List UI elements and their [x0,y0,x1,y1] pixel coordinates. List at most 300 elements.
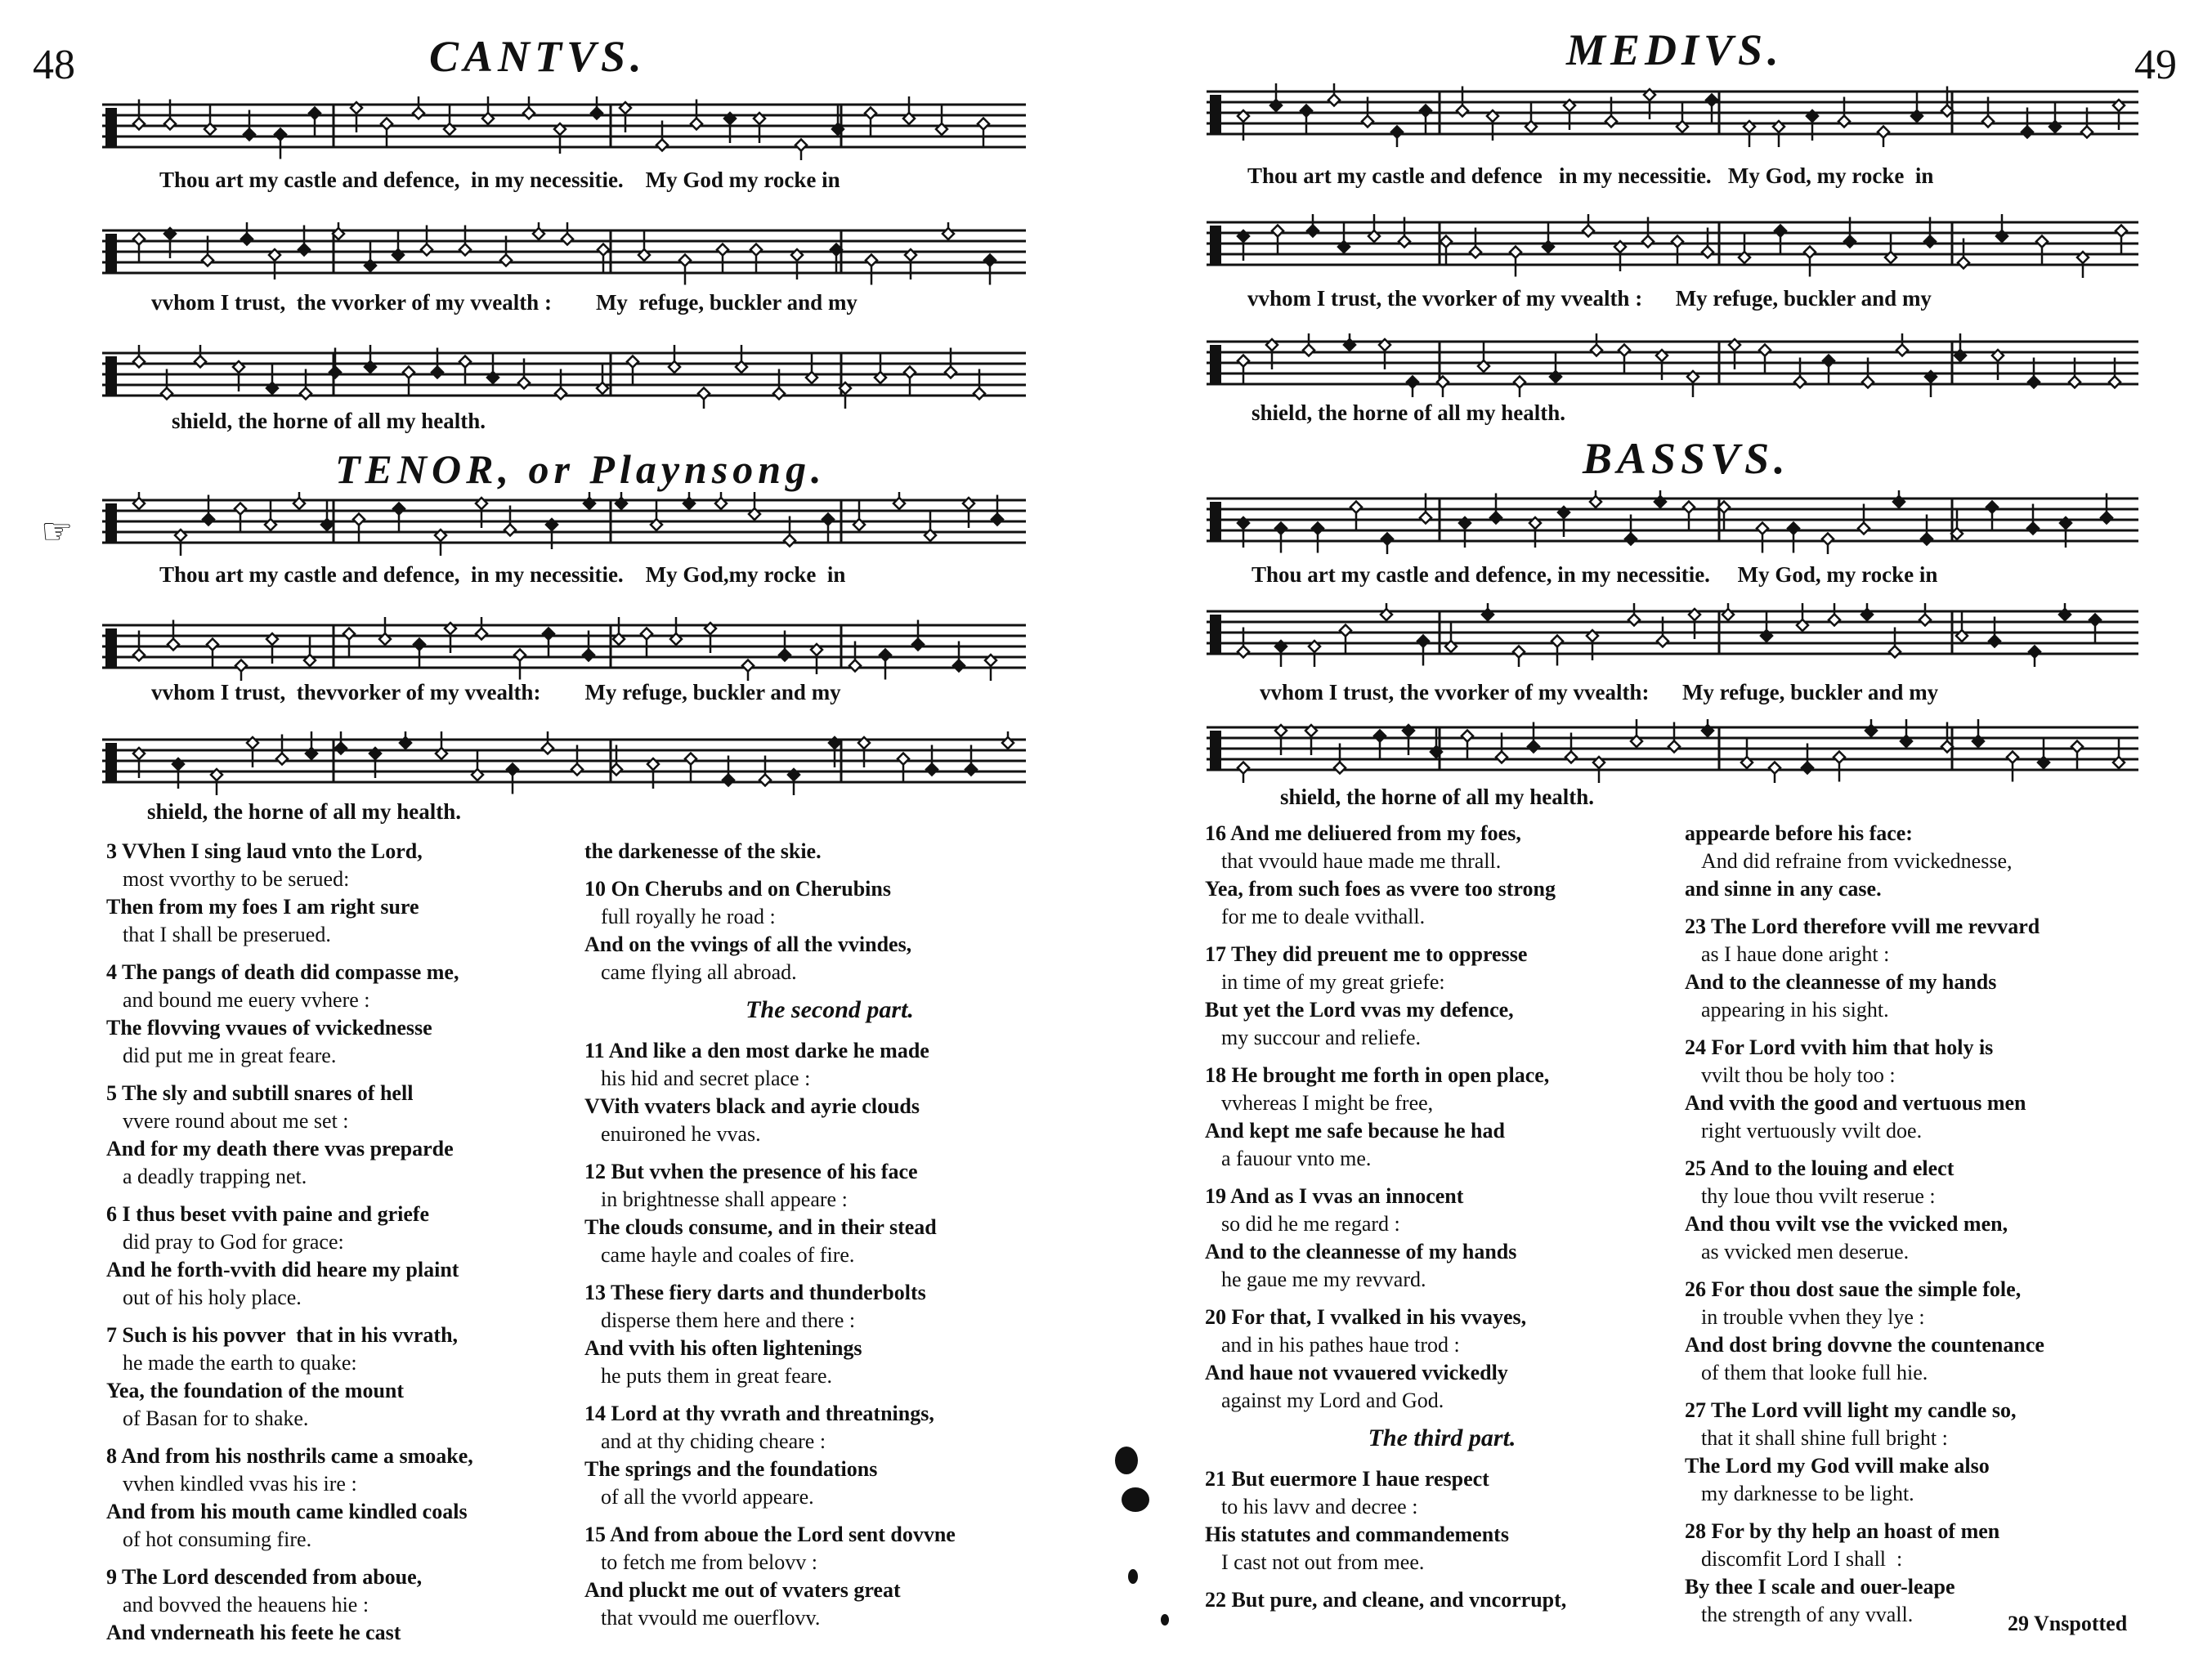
tenor-lyric-3: shield, the horne of all my health. [147,799,462,824]
note-mark [1381,534,1393,555]
verse-line: 19 And as I vvas an innocent [1205,1184,1464,1208]
verse [1685,1397,2175,1508]
bassus-heading: BASSVS. [1583,434,1790,483]
note-mark [1482,603,1493,620]
note-mark [1552,636,1563,666]
verse-line: 3 VVhen I sing laud vnto the Lord, [106,839,423,863]
verse-line: he puts them in great feare. [601,1364,832,1388]
medius-staff-1 [1207,83,2138,147]
note-mark [638,230,650,261]
staff-lines [1207,214,2138,278]
note-mark [403,367,414,397]
verse-line: Yea, the foundation of the mount [106,1379,405,1402]
staff-lines [1207,83,2138,147]
note-mark [1303,333,1314,356]
verse-line: out of his holy place. [123,1286,302,1309]
note-mark [669,345,680,373]
note-mark [1002,731,1014,749]
note-mark [627,356,638,387]
verse [1205,820,1679,931]
note-mark [679,255,691,285]
note-mark [866,255,877,285]
verse-line: my darknesse to be light. [1701,1482,1914,1505]
note-mark [392,230,404,261]
verse-line: the strength of any vvall. [1701,1603,1914,1626]
bassus-staff-2 [1207,603,2138,667]
verse-line: 20 For that, I vvalked in his vvayes, [1205,1305,1527,1329]
note-mark [641,628,652,659]
verse-line: The Lord my God vvill make also [1685,1454,1990,1478]
verse-line: 9 The Lord descended from aboue, [106,1565,423,1589]
note-mark [1238,230,1249,261]
verse-line: 22 But pure, and cleane, and vncorrupt, [1205,1588,1567,1612]
verse-line: that vvould haue made me thrall. [1221,849,1502,873]
verse [584,1521,1075,1632]
verse-line: in trouble vvhen they lye : [1701,1305,1925,1329]
verse-line: came flying all abroad. [601,960,797,984]
note-mark [1807,110,1818,141]
note-mark [365,345,376,373]
cantus-staff-3 [102,345,1026,409]
verse-line: 16 And me deliuered from my foes, [1205,821,1521,845]
note-mark [875,353,886,383]
verse-line: 10 On Cherubs and on Cherubins [584,877,891,901]
note-mark [235,503,246,534]
note-mark [472,750,483,780]
note-mark [1420,105,1431,136]
verse-line: 6 I thus beset vvith paine and griefe [106,1202,430,1226]
verse-line: And dost bring dovvne the countenance [1685,1333,2044,1357]
verse-line: And vnderneath his feete he cast [106,1621,401,1644]
note-mark [1590,490,1601,508]
note-mark [2059,603,2071,620]
note-mark [1955,333,1966,361]
note-mark [1741,738,1753,768]
note-mark [381,119,392,149]
note-mark [482,96,494,124]
note-mark [1804,247,1816,277]
verse [1205,1183,1679,1294]
note-mark [1379,339,1390,369]
note-mark [1722,603,1734,620]
note-mark [613,617,625,645]
verse [106,1563,580,1647]
verse-line: appearing in his sight. [1701,998,1889,1022]
bassus-staff-3 [1207,719,2138,783]
note-mark [365,241,376,271]
note-mark [1529,517,1541,548]
note-mark [1344,333,1355,351]
note-mark [1644,89,1655,119]
verse-line: my succour and reliefe. [1221,1026,1422,1049]
note-mark [736,345,747,373]
note-mark [2049,102,2061,132]
verse [106,1321,580,1433]
note-mark [476,617,487,640]
verse-line: and in his pathes haue trod : [1221,1333,1460,1357]
verse [106,838,580,949]
note-mark [266,364,278,394]
note-mark [685,754,696,784]
note-mark [1381,603,1392,620]
note-mark [507,764,518,794]
staff-lines [102,345,1026,409]
note-mark [133,492,145,509]
verse-line: The clouds consume, and in their stead [584,1215,937,1239]
note-mark [1878,127,1889,148]
note-mark [1583,214,1594,237]
verse-line: The springs and the foundations [584,1457,878,1481]
note-mark [413,96,424,119]
note-mark [904,367,916,397]
left-page [0,0,1104,1677]
note-mark [533,222,544,239]
verse-line: of them that looke full hie. [1701,1361,1928,1384]
tenor-staff-1 [102,492,1026,556]
note-mark [749,492,760,520]
note-mark [651,500,662,530]
note-mark [562,222,573,245]
note-mark [1513,646,1525,668]
verses-left-col2 [584,838,1075,1642]
verse [1205,1062,1679,1173]
note-mark [936,105,947,135]
medius-lyric-3: shield, the horne of all my health. [1252,400,1566,425]
note-mark [1829,603,1840,626]
right-page [1108,0,2212,1677]
staff-lines [1207,333,2138,397]
note-mark [865,108,876,138]
verse [584,1279,1075,1390]
note-mark [172,758,184,789]
note-mark [1896,333,1908,356]
note-mark [1564,100,1575,130]
verse-line: discomfit Lord I shall : [1701,1547,1903,1571]
note-mark [1672,236,1683,266]
note-mark [1677,102,1688,132]
note-mark [1919,603,1931,626]
note-mark [1986,502,1998,532]
verse-line: 27 The Lord vvill light my candle so, [1685,1398,2017,1422]
note-mark [266,633,278,664]
note-mark [269,249,280,280]
note-mark [806,353,817,383]
note-mark [321,500,333,530]
verse-line: vvere round about me set : [123,1109,349,1133]
note-mark [275,129,286,159]
verse-line: 14 Lord at thy vvrath and threatnings, [584,1402,934,1425]
tenor-staff-2 [102,617,1026,681]
note-mark [1861,603,1873,620]
note-mark [335,731,347,754]
verse-line: for me to deale vvithall. [1221,905,1426,928]
note-mark [393,503,405,534]
note-mark [542,731,553,754]
note-mark [742,660,754,682]
verse-line: he gaue me my revvard. [1221,1268,1426,1291]
part-heading: The third part. [1368,1424,1516,1451]
note-mark [925,511,936,541]
note-mark [1655,490,1666,508]
verse-line: thy loue thou vvilt reserue : [1701,1184,1936,1208]
page-number-right: 49 [2134,42,2177,88]
staff-lines [102,96,1026,160]
verse-line: in time of my great griefe: [1221,970,1445,994]
verse-line: vvhen kindled vvas his ire : [123,1472,357,1496]
note-mark [164,228,176,258]
note-mark [133,234,145,264]
verse-line: 5 The sly and subtill snares of hell [106,1081,414,1105]
note-mark [304,636,316,666]
note-mark [207,639,218,669]
verse-line: vvhereas I might be free, [1221,1091,1434,1115]
verse-line: as vvicked men deserue. [1701,1240,1910,1263]
note-mark [2089,615,2101,645]
verse-line: and at thy chiding cheare : [601,1429,826,1453]
note-mark [616,492,627,509]
note-mark [2116,226,2127,256]
note-mark [1702,719,1713,736]
note-mark [1391,127,1403,148]
note-mark [353,514,365,544]
note-mark [543,628,554,659]
verse-line: 25 And to the louing and elect [1685,1156,1955,1180]
verse-line: Then from my foes I am right sure [106,895,419,919]
verse [1685,1276,2175,1387]
note-mark [1525,102,1537,132]
cantus-heading: CANTVS. [429,32,647,81]
note-mark [2038,738,2049,768]
verse-line: against my Lord and God. [1221,1389,1444,1412]
note-mark [1757,523,1768,553]
note-mark [1510,247,1521,277]
verse-line: as I haue done aright : [1701,942,1890,966]
note-mark [1996,214,2008,242]
note-mark [1312,523,1323,553]
verse [584,1158,1075,1269]
verse [1205,1304,1679,1415]
note-mark [1628,603,1640,626]
verse-line: came hayle and coales of fire. [601,1243,855,1267]
note-mark [978,119,989,149]
note-mark [133,345,145,368]
note-mark [309,108,320,138]
note-mark [1759,345,1771,375]
staff-lines [1207,603,2138,667]
verse-line: 13 These fiery darts and thunderbolts [584,1281,926,1304]
staff-lines [102,731,1026,795]
verse [106,959,580,1070]
staff-lines [102,617,1026,681]
note-mark [1514,377,1525,398]
verse-line: vvilt thou be holy too : [1701,1063,1896,1087]
note-mark [647,758,659,789]
note-mark [717,244,728,275]
note-mark [414,639,425,669]
note-mark [351,102,362,132]
verse-line: And to the cleannesse of my hands [1685,970,1997,994]
note-mark [1417,636,1429,666]
tenor-heading: TENOR, or Playnsong. [335,446,826,492]
bassus-lyric-1: Thou art my castle and defence, in my necessitie. My God, my rocke in [1252,562,1938,587]
verse-line: in brightnesse shall appeare : [601,1187,848,1211]
verses-right-col2 [1685,820,2175,1639]
note-mark [2071,741,2083,771]
note-mark [400,731,411,749]
note-mark [1238,356,1249,386]
verse-line: By thee I scale and ouer-leape [1685,1575,1955,1599]
medius-heading: MEDIVS. [1566,25,1784,74]
verse-line: I cast not out from mee. [1221,1550,1425,1574]
note-mark [476,498,487,528]
note-mark [598,244,609,275]
verse-line: 4 The pangs of death did compasse me, [106,960,459,984]
verse-line: And to the cleannesse of my hands [1205,1240,1517,1263]
note-mark [724,113,736,143]
verse-line: And for my death there vvas preparde [106,1137,454,1160]
note-mark [1374,731,1386,761]
staff-lines [1207,490,2138,554]
verse-line: 8 And from his nosthrils came a smoake, [106,1444,473,1468]
verse-line: a deadly trapping net. [123,1165,307,1188]
verse-line: 23 The Lord therefore vvill me revvard [1685,915,2040,938]
note-mark [265,500,276,530]
note-mark [754,113,765,143]
note-mark [1459,517,1471,548]
verse-line: enuironed he vvas. [601,1122,761,1146]
verse [1685,1034,2175,1145]
verse-line: And on the vvings of all the vvindes, [584,932,912,956]
verse-line: that I shall be preserued. [123,923,331,946]
verse-line: a fauour vnto me. [1221,1147,1372,1170]
medius-lyric-2: vvhom I trust, the vvorker of my vvealth : My refuge, buckler and my [1247,286,1932,311]
note-mark [1729,339,1740,369]
verse-line: full royally he road : [601,905,776,928]
note-mark [683,492,695,509]
staff-lines [1207,719,2138,783]
note-mark [1992,350,2004,380]
verse-line: 12 But vvhen the presence of his face [584,1160,918,1183]
note-mark [1445,622,1457,652]
note-mark [1631,719,1642,747]
note-mark [1769,762,1780,784]
verse-line: the darkenesse of the skie. [584,839,822,863]
note-mark [1911,92,1923,122]
verse-line: 11 And like a den most darke he made [584,1039,929,1062]
note-mark [584,492,595,509]
staff-lines [102,492,1026,556]
note-mark [1885,233,1896,263]
verse-line: And kept me safe because he had [1205,1119,1505,1143]
note-mark [235,660,247,682]
medius-staff-3 [1207,333,2138,397]
verse-line: so did he me regard : [1221,1212,1400,1236]
note-mark [591,96,602,119]
part-heading: The second part. [746,996,914,1023]
note-mark [204,105,216,135]
note-mark [705,623,716,653]
verse-line: And haue not vvauered vvickedly [1205,1361,1508,1384]
note-mark [1238,110,1249,141]
note-mark [984,255,996,285]
note-mark [343,628,355,659]
note-mark [1407,377,1418,398]
verse [1205,1586,1679,1614]
note-mark [1587,630,1598,660]
verse [584,1037,1075,1148]
note-mark [853,500,865,530]
note-mark [445,623,456,653]
verse [1685,913,2175,1024]
note-mark [306,731,317,759]
note-mark [1275,725,1287,755]
verse-line: to fetch me from belovv : [601,1550,817,1574]
note-mark [1865,719,1877,736]
note-mark [459,356,471,387]
verse [1205,941,1679,1052]
note-mark [791,249,803,280]
cantus-lyric-3: shield, the horne of all my health. [172,409,486,433]
verse-line: to his lavv and decree : [1221,1495,1418,1518]
ink-blot [1128,1569,1138,1584]
verse-line: 18 He brought me forth in open place, [1205,1063,1550,1087]
bassus-lyric-2: vvhom I trust, the vvorker of my vvealth: My refuge, buckler and my [1260,680,1939,704]
cantus-lyric-2: vvhom I trust, the vvorker of my vvealth : My refuge, buckler and my [151,290,857,315]
verse-line: and bound me euery vvhere : [123,988,370,1012]
verse-line: of hot consuming fire. [123,1527,312,1551]
verse-line: disperse them here and there : [601,1308,856,1332]
ink-blot [1115,1447,1138,1474]
note-mark [554,123,566,154]
note-mark [247,737,258,767]
verse [584,875,1075,986]
note-mark [546,519,557,549]
verse-line: And he forth-vvith did heare my plaint [106,1258,459,1281]
note-mark [1972,719,1984,747]
note-mark [444,105,455,135]
note-mark [241,222,253,245]
verse-line: right vertuously vvilt doe. [1701,1119,1923,1143]
verse-line: His statutes and commandements [1205,1523,1509,1546]
medius-staff-2 [1207,214,2138,278]
note-mark [514,650,526,680]
verse-line: And pluckt me out of vvaters great [584,1578,901,1602]
note-mark [1823,356,1834,386]
note-mark [379,617,391,645]
note-mark [1550,352,1561,382]
verse-line: And did refraine from vvickednesse, [1701,849,2013,873]
note-mark [1238,762,1249,784]
verse-line: appearde before his face: [1685,821,1913,845]
note-mark [963,498,974,528]
note-mark [487,353,499,383]
note-mark [905,249,916,280]
note-mark [1340,625,1351,655]
note-mark [133,748,145,778]
note-mark [670,617,682,645]
note-mark [1440,236,1452,266]
note-mark [1834,752,1845,782]
note-mark [1338,222,1350,253]
verse-line: 28 For by thy help an hoast of men [1685,1519,2000,1543]
medius-lyric-1: Thou art my castle and defence in my necessitie. My God, my rocke in [1247,163,1934,188]
note-mark [1761,611,1772,642]
verse [106,1201,580,1312]
note-mark [1689,609,1700,639]
tenor-staff-3 [102,731,1026,795]
note-mark [1368,214,1380,242]
note-mark [858,737,870,767]
